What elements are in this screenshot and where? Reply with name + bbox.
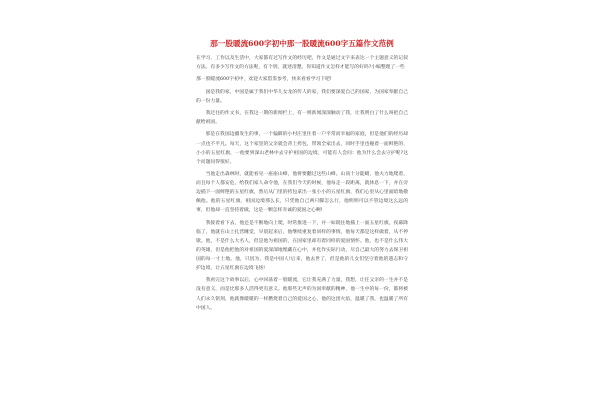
paragraph-6: 当他走出森林时，就能看见一座座山峰，他将要翻过这些山峰。山顶十分陡峭，他夫力地爬着，而且每个人都安危，给我们家人命令他，在我们今天的时候，他每走一段距离，就休息一下，并在旁边插下一面鲜艳的五星红旗，然后从门里的挎包拿出一张小小的五星红旗，我们心里从心里面暗地敬佩他。他的五星红旗，祖国边境那么长，只凭他自己两只脚怎么行，他明明可以不管边境这么远的事，但他却一直坚持着做，这是一颗怎样赤诚的爱国之心啊! — [196, 171, 408, 214]
paragraph-5: 那是在我国边疆发生的事，一个偏僻的小村庄里住着一户平常而幸福的家庭，但是他们的经历却一点也不平凡。每天，这个家里的父亲就会背上挎包，带领全家出去，同时手里也握着一面鲜艳的、小小的五星红旗，一他要到深山老林中去守护祖国的边境，可能有人会问：他为什么会去守护呢?这个问题问得很好。 — [196, 132, 408, 165]
document-title: 那一股暖流600字初中那一股暖流600字五篇作文范例 — [210, 39, 394, 48]
paragraph-7: 我接着看下去，他还是不断地向上爬，时常推进一下，并一如既往地插上一面五星红旗，夜幕降临了，他就在山上扎营睡觉，早晨起来后，他继续重复着同样的事情。他每天都是这样做着，从不停歇。他，不是什么大名人，但是他为祖国的，在国家里却有着同样的爱国情怀。他，也不是什么伟大的英雄，但是他把他的对祖国的爱深深地埋藏在心中，并化作实际行动，尽自己最大的努力去保卫祖国的每一寸土地。他，只因为，我是中国人!后来，他去世了，但是他的儿女们坚守着他的遗志和守护边境，让五星红旗在边境飞扬! — [196, 220, 408, 272]
document-page — [196, 38, 408, 316]
paragraph-1: 在学习、工作以及生活中，大家都有过写作文的经历吧，作文是通过文字来表达一个主题意义的记叙方法。有多少写作文的方法呢，有个别，就述清楚。你知道作文怎样才能写的好吗?小编整理了一些 — [196, 56, 408, 71]
paragraph-3: 国是我的家，中国是属于我们中华儿女龙的传人的家，我们要深爱自己的国家，为国家奉献自己的一份力量。 — [196, 89, 408, 104]
paragraph-4: 我过往的作文书，在我这一期的新闻栏上，有一则新闻深深触动了我，让我明白了什么叫把自己献给祖国。 — [196, 111, 408, 126]
paragraph-2: 那一股暖流600字初中，欢迎大家借鉴参考，快来看看学习下吧! — [196, 77, 332, 83]
paragraph-8: 我看完这个故事以后，心中回荡着一股暖流，它让我充满了力量，我想，让任父亲的一生并不是没有意义，而是比那多人活得更有意义。他那些无声的为国奉献的精神，他一生中的每一份，都将被人们永久铭刻，他就像暖暖的一样燃烧着自己的爱国之心，他的这团火焰，温暖了我，也温暖了所有中国人。 — [196, 278, 408, 311]
